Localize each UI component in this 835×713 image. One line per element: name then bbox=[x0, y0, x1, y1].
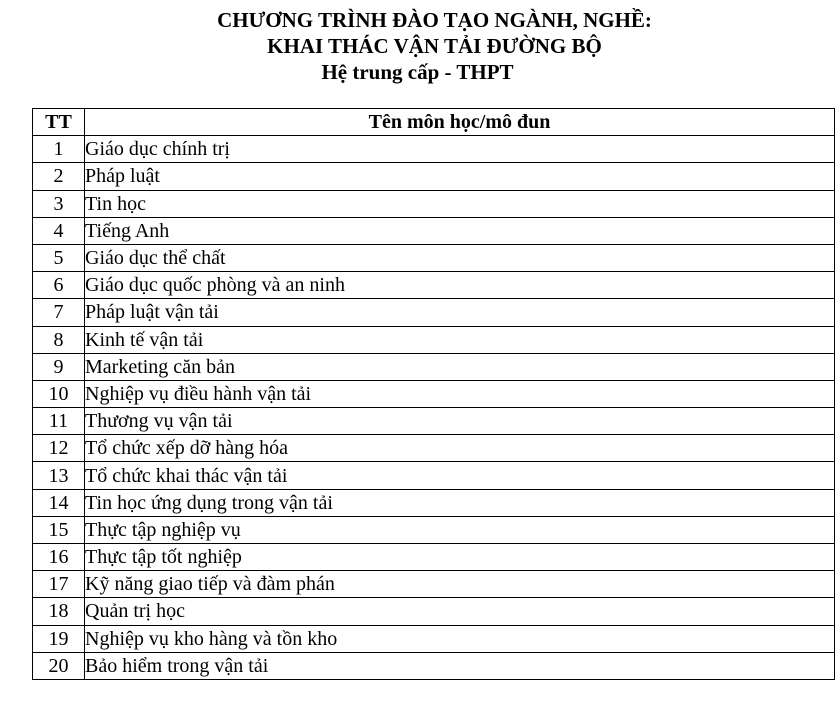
table-row bbox=[33, 353, 835, 380]
table-row bbox=[33, 462, 835, 489]
row-number: 19 bbox=[33, 625, 85, 652]
table-row bbox=[33, 544, 835, 571]
table-header-row bbox=[33, 109, 835, 136]
row-number: 17 bbox=[33, 571, 85, 598]
subject-name: Pháp luật bbox=[85, 163, 835, 190]
row-number: 18 bbox=[33, 598, 85, 625]
row-number: 9 bbox=[33, 353, 85, 380]
row-number: 4 bbox=[33, 217, 85, 244]
table-row bbox=[33, 516, 835, 543]
row-number: 20 bbox=[33, 652, 85, 679]
subject-name: Giáo dục quốc phòng và an ninh bbox=[85, 272, 835, 299]
education-level: Hệ trung cấp - THPT bbox=[321, 60, 514, 84]
subject-name: Thực tập tốt nghiệp bbox=[85, 544, 835, 571]
row-number: 6 bbox=[33, 272, 85, 299]
document-header bbox=[0, 7, 835, 85]
program-name: KHAI THÁC VẬN TẢI ĐƯỜNG BỘ bbox=[267, 34, 602, 58]
subject-name: Kinh tế vận tải bbox=[85, 326, 835, 353]
table-body bbox=[33, 136, 835, 680]
row-number: 10 bbox=[33, 380, 85, 407]
row-number: 1 bbox=[33, 136, 85, 163]
subject-name: Thực tập nghiệp vụ bbox=[85, 516, 835, 543]
table-row bbox=[33, 489, 835, 516]
subject-name: Kỹ năng giao tiếp và đàm phán bbox=[85, 571, 835, 598]
subject-name: Bảo hiểm trong vận tải bbox=[85, 652, 835, 679]
table-row bbox=[33, 435, 835, 462]
subject-name: Tổ chức xếp dỡ hàng hóa bbox=[85, 435, 835, 462]
row-number: 2 bbox=[33, 163, 85, 190]
subject-name: Tiếng Anh bbox=[85, 217, 835, 244]
row-number: 12 bbox=[33, 435, 85, 462]
table-row bbox=[33, 625, 835, 652]
subject-name: Marketing căn bản bbox=[85, 353, 835, 380]
row-number: 15 bbox=[33, 516, 85, 543]
row-number: 11 bbox=[33, 408, 85, 435]
table-row bbox=[33, 598, 835, 625]
document-title: CHƯƠNG TRÌNH ĐÀO TẠO NGÀNH, NGHỀ: bbox=[217, 8, 652, 32]
table-row bbox=[33, 326, 835, 353]
subject-name: Nghiệp vụ kho hàng và tồn kho bbox=[85, 625, 835, 652]
subject-name: Quản trị học bbox=[85, 598, 835, 625]
table-row bbox=[33, 652, 835, 679]
row-number: 5 bbox=[33, 244, 85, 271]
row-number: 14 bbox=[33, 489, 85, 516]
row-number: 8 bbox=[33, 326, 85, 353]
subject-name: Tin học bbox=[85, 190, 835, 217]
row-number: 7 bbox=[33, 299, 85, 326]
subject-name: Nghiệp vụ điều hành vận tải bbox=[85, 380, 835, 407]
table-row bbox=[33, 136, 835, 163]
table-row bbox=[33, 571, 835, 598]
row-number: 16 bbox=[33, 544, 85, 571]
table-row bbox=[33, 408, 835, 435]
row-number: 13 bbox=[33, 462, 85, 489]
subject-table bbox=[32, 108, 835, 680]
table-row bbox=[33, 244, 835, 271]
subject-name: Pháp luật vận tải bbox=[85, 299, 835, 326]
column-header-tt: TT bbox=[33, 109, 85, 136]
table-row bbox=[33, 217, 835, 244]
table-row bbox=[33, 190, 835, 217]
table-row bbox=[33, 272, 835, 299]
column-header-subject-name: Tên môn học/mô đun bbox=[85, 109, 835, 136]
subject-name: Tổ chức khai thác vận tải bbox=[85, 462, 835, 489]
subject-name: Tin học ứng dụng trong vận tải bbox=[85, 489, 835, 516]
row-number: 3 bbox=[33, 190, 85, 217]
subject-name: Giáo dục chính trị bbox=[85, 136, 835, 163]
subject-name: Giáo dục thể chất bbox=[85, 244, 835, 271]
subject-name: Thương vụ vận tải bbox=[85, 408, 835, 435]
table-row bbox=[33, 380, 835, 407]
table-row bbox=[33, 163, 835, 190]
table-row bbox=[33, 299, 835, 326]
